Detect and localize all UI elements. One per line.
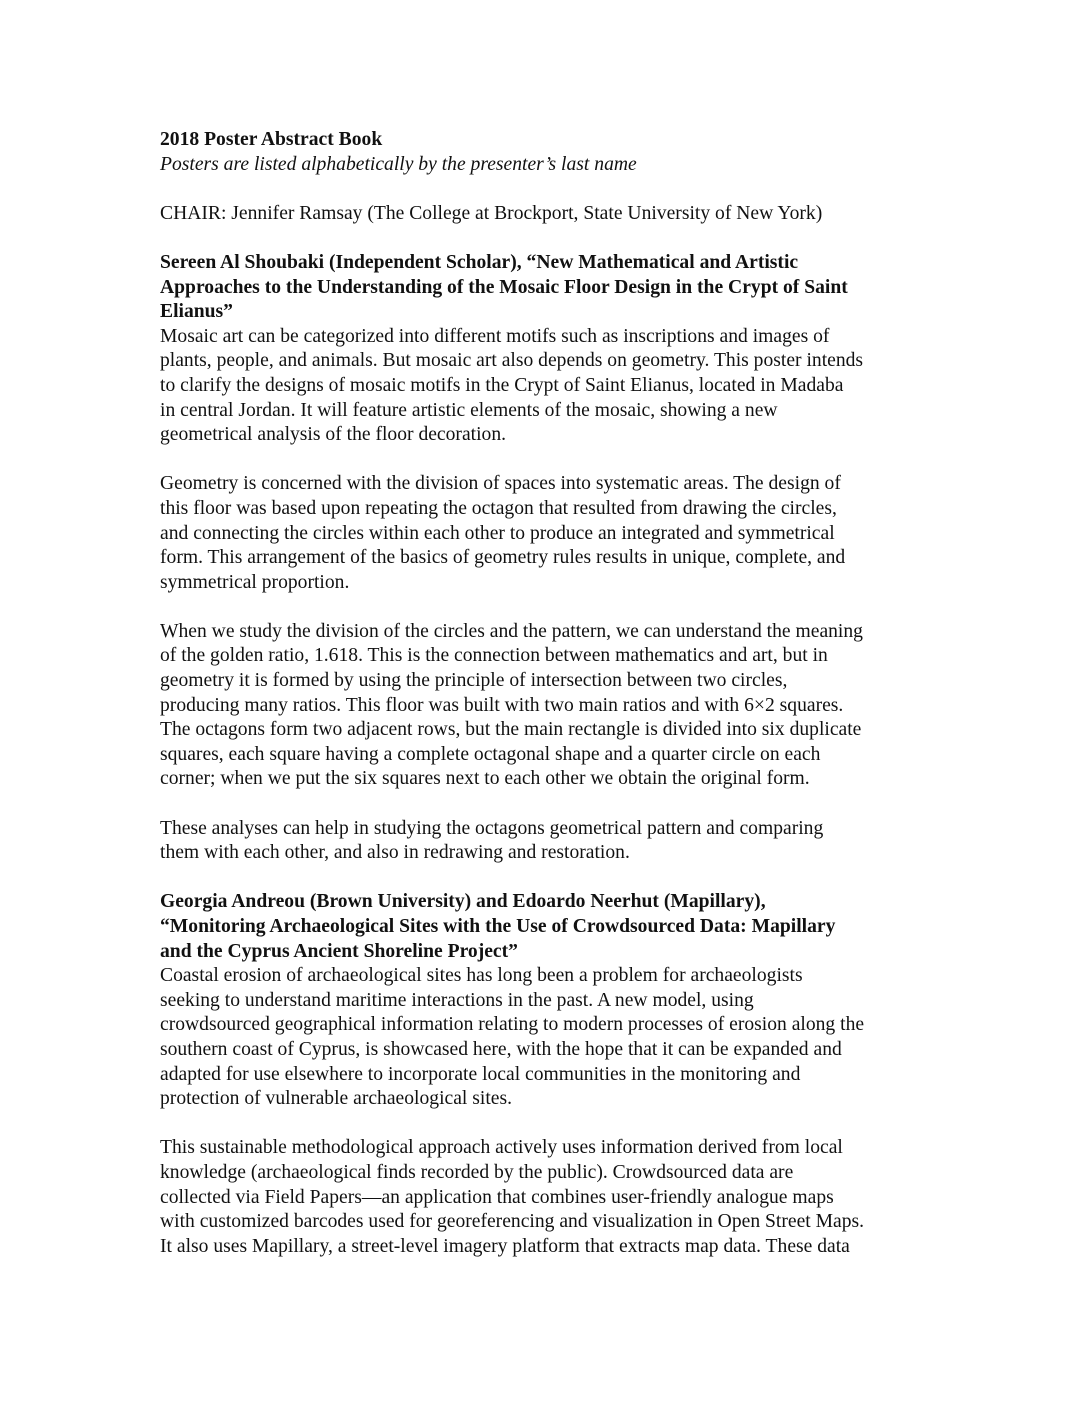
paragraph-line: When we study the division of the circles and the pattern, we can understand the meaning: [160, 620, 863, 642]
paragraph-line: with customized barcodes used for georeferencing and visualization in Open Street Maps.: [160, 1211, 865, 1233]
paragraph-line: in central Jordan. It will feature artistic elements of the mosaic, showing a new: [160, 399, 778, 421]
heading-line: Sereen Al Shoubaki (Independent Scholar), “New Mathematical and Artistic: [160, 251, 799, 273]
abstract-paragraph: [160, 325, 940, 448]
spacer: [160, 1112, 940, 1137]
heading-line: Georgia Andreou (Brown University) and Edoardo Neerhut (Mapillary),: [160, 891, 766, 913]
paragraph-line: geometrical analysis of the floor decoration.: [160, 424, 507, 446]
paragraph-line: squares, each square having a complete octagonal shape and a quarter circle on each: [160, 743, 821, 765]
heading-line: “Monitoring Archaeological Sites with the Use of Crowdsourced Data: Mapillary: [160, 916, 836, 937]
spacer: [160, 448, 940, 473]
abstract-paragraph: [160, 1136, 940, 1259]
document-title: 2018 Poster Abstract Book: [160, 129, 383, 150]
abstract-paragraph: [160, 817, 940, 866]
spacer: [160, 595, 940, 620]
paragraph-line: corner; when we put the six squares next to each other we obtain the original form.: [160, 768, 810, 790]
heading-line: Elianus”: [160, 301, 233, 323]
entry-heading: [160, 251, 940, 325]
paragraph-line: knowledge (archaeological finds recorded by the public). Crowdsourced data are: [160, 1161, 794, 1183]
paragraph-line: southern coast of Cyprus, is showcased here, with the hope that it can be expanded and: [160, 1038, 842, 1060]
paragraph-line: Mosaic art can be categorized into different motifs such as inscriptions and images of: [160, 325, 830, 347]
document-subtitle: Posters are listed alphabetically by the presenter’s last name: [160, 153, 637, 175]
paragraph-line: this floor was based upon repeating the octagon that resulted from drawing the circles,: [160, 497, 837, 519]
spacer: [160, 177, 940, 202]
paragraph-line: collected via Field Papers—an application that combines user-friendly analogue maps: [160, 1186, 834, 1208]
paragraph-line: producing many ratios. This floor was built with two main ratios and with 6×2 squares.: [160, 694, 844, 716]
paragraph-line: seeking to understand maritime interactions in the past. A new model, using: [160, 989, 754, 1011]
heading-line: Approaches to the Understanding of the Mosaic Floor Design in the Crypt of Saint: [160, 276, 848, 298]
abstract-entry: [160, 251, 940, 866]
paragraph-line: and connecting the circles within each other to produce an integrated and symmetrical: [160, 522, 835, 544]
paragraph-line: of the golden ratio, 1.618. This is the connection between mathematics and art, but in: [160, 645, 828, 667]
paragraph-line: It also uses Mapillary, a street-level imagery platform that extracts map data. These data: [160, 1235, 850, 1257]
entry-heading: [160, 890, 940, 964]
abstract-entry: [160, 890, 940, 1259]
paragraph-line: form. This arrangement of the basics of geometry rules results in unique, complete, and: [160, 547, 846, 569]
abstract-paragraph: [160, 472, 940, 595]
paragraph-line: crowdsourced geographical information relating to modern processes of erosion along the: [160, 1014, 865, 1036]
paragraph-line: Coastal erosion of archaeological sites has long been a problem for archaeologists: [160, 965, 803, 987]
abstract-paragraph: [160, 964, 940, 1112]
abstract-paragraph: [160, 620, 940, 792]
paragraph-line: adapted for use elsewhere to incorporate local communities in the monitoring and: [160, 1063, 801, 1085]
document-content: [160, 128, 940, 1259]
paragraph-line: Geometry is concerned with the division of spaces into systematic areas. The design of: [160, 473, 841, 495]
heading-line: and the Cyprus Ancient Shoreline Project”: [160, 940, 518, 962]
paragraph-line: This sustainable methodological approach actively uses information derived from local: [160, 1137, 843, 1159]
paragraph-line: symmetrical proportion.: [160, 571, 350, 593]
chair-line: CHAIR: Jennifer Ramsay (The College at Brockport, State University of New York): [160, 202, 823, 224]
paragraph-line: them with each other, and also in redrawing and restoration.: [160, 842, 630, 864]
paragraph-line: geometry it is formed by using the principle of intersection between two circles,: [160, 670, 788, 692]
paragraph-line: protection of vulnerable archaeological sites.: [160, 1088, 512, 1110]
spacer: [160, 866, 940, 891]
spacer: [160, 792, 940, 817]
paragraph-line: to clarify the designs of mosaic motifs in the Crypt of Saint Elianus, located in Madaba: [160, 374, 844, 396]
spacer: [160, 226, 940, 251]
paragraph-line: These analyses can help in studying the octagons geometrical pattern and comparing: [160, 817, 824, 839]
paragraph-line: The octagons form two adjacent rows, but the main rectangle is divided into six duplicate: [160, 719, 862, 741]
paragraph-line: plants, people, and animals. But mosaic art also depends on geometry. This poster intends: [160, 350, 864, 372]
